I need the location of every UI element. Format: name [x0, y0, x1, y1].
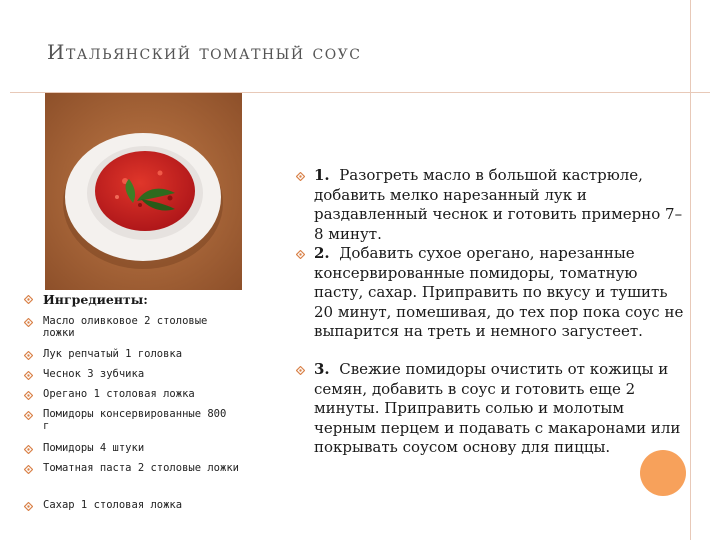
diamond-ornament-icon [296, 172, 305, 181]
step-3 [314, 360, 686, 458]
diamond-ornament-icon [296, 366, 305, 375]
ingredient-item: Помидоры 4 штуки [43, 442, 145, 454]
sauce-photo [45, 93, 242, 290]
diamond-ornament-icon [24, 502, 33, 511]
diamond-ornament-icon [24, 351, 33, 360]
ingredient-item: Помидоры консервированные 800 г [43, 408, 227, 432]
diamond-ornament-icon [24, 465, 33, 474]
ingredient-item: Орегано 1 столовая ложка [43, 388, 195, 400]
diamond-ornament-icon [24, 318, 33, 327]
step-number: 3. [314, 360, 330, 378]
sauce-bowl-image [45, 93, 242, 290]
ingredient-item: Масло оливковое 2 столовые ложки [43, 315, 208, 339]
ingredient-item: Чеснок 3 зубчика [43, 368, 145, 380]
diamond-ornament-icon [24, 391, 33, 400]
diamond-ornament-icon [24, 295, 33, 304]
ingredients-heading: Ингредиенты: [43, 292, 148, 307]
step-number: 1. [314, 166, 330, 184]
ingredient-item: Сахар 1 столовая ложка [43, 499, 183, 511]
step-number: 2. [314, 244, 330, 262]
ingredient-item: Лук репчатый 1 головка [43, 348, 183, 360]
step-2 [314, 244, 686, 342]
ingredient-item: Томатная паста 2 столовые ложки [43, 462, 239, 474]
step-text: Добавить сухое орегано, нарезанные консервированные помидоры, томатную пасту, сахар. Приправить по вкусу и тушить 20 минут, помешивая, до тех пор пока соус не выпарится на треть и немного загустеет. [314, 244, 684, 341]
step-text: Разогреть масло в большой кастрюле, добавить мелко нарезанный лук и раздавленный чеснок и готовить примерно 7–8 минут. [314, 166, 683, 243]
decorative-circle [640, 450, 686, 496]
diamond-ornament-icon [296, 250, 305, 259]
frame-line [690, 0, 691, 540]
diamond-ornament-icon [24, 445, 33, 454]
step-1 [314, 166, 686, 244]
slide-title: Итальянский томатный соус [47, 40, 362, 64]
diamond-ornament-icon [24, 411, 33, 420]
diamond-ornament-icon [24, 371, 33, 380]
step-text: Свежие помидоры очистить от кожицы и семян, добавить в соус и готовить еще 2 минуты. Приправить солью и молотым черным перцем и подавать с макаронами или покрывать соусом основу для пиццы. [314, 360, 681, 457]
